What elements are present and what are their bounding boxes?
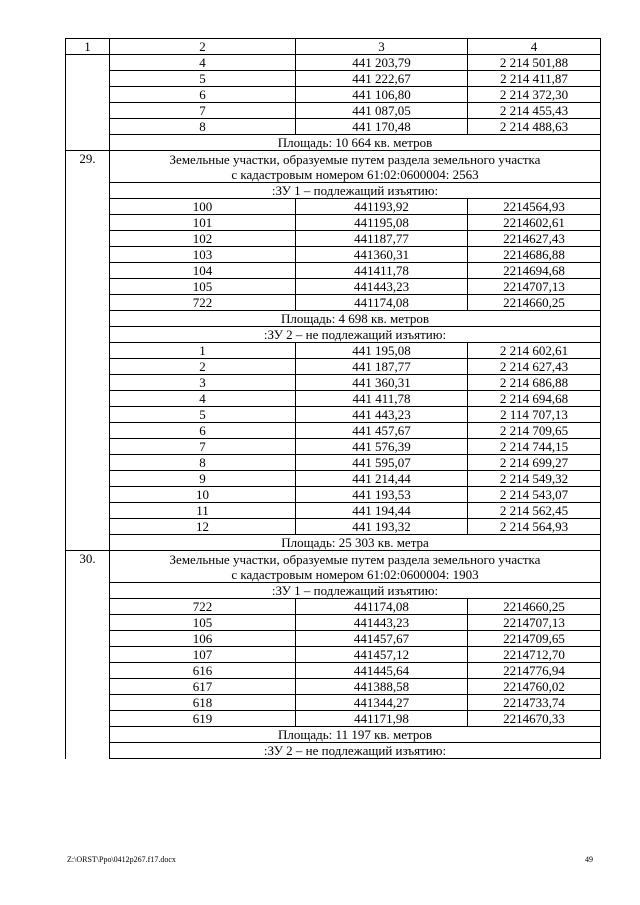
coordinate-x: 441445,64 xyxy=(296,663,468,679)
coordinate-y: 2 214 699,27 xyxy=(468,455,601,471)
point-number: 618 xyxy=(110,695,296,711)
header-cell-3: 3 xyxy=(296,39,468,55)
area-total: Площадь: 11 197 кв. метров xyxy=(110,727,601,743)
coordinate-y: 2 214 709,65 xyxy=(468,423,601,439)
table-row xyxy=(66,439,601,455)
coordinate-y: 2214627,43 xyxy=(468,231,601,247)
coordinate-y: 2 214 372,30 xyxy=(468,87,601,103)
coordinate-y: 2214707,13 xyxy=(468,279,601,295)
table-row xyxy=(66,695,601,711)
plot-label: :ЗУ 2 – не подлежащий изъятию: xyxy=(110,743,601,759)
table-row xyxy=(66,247,601,263)
point-number: 722 xyxy=(110,295,296,311)
table-row xyxy=(66,215,601,231)
coordinate-y: 2 214 564,93 xyxy=(468,519,601,535)
section-title-line: Земельные участки, образуемые путем раздела земельного участка xyxy=(169,551,541,567)
table-row xyxy=(66,375,601,391)
section-title-line: с кадастровым номером 61:02:0600004: 2563 xyxy=(231,166,479,182)
coordinate-y: 2 214 686,88 xyxy=(468,375,601,391)
point-number: 107 xyxy=(110,647,296,663)
coordinate-x: 441457,67 xyxy=(296,631,468,647)
coordinate-y: 2 214 562,45 xyxy=(468,503,601,519)
area-total-row xyxy=(66,535,601,551)
section-title-row xyxy=(66,551,601,583)
point-number: 9 xyxy=(110,471,296,487)
table-row xyxy=(66,279,601,295)
point-number: 5 xyxy=(110,71,296,87)
coordinate-y: 2214670,33 xyxy=(468,711,601,727)
area-total: Площадь: 4 698 кв. метров xyxy=(110,311,601,327)
table-row xyxy=(66,631,601,647)
table-row xyxy=(66,679,601,695)
table-row xyxy=(66,455,601,471)
coordinate-x: 441344,27 xyxy=(296,695,468,711)
table-row xyxy=(66,87,601,103)
coordinate-x: 441174,08 xyxy=(296,599,468,615)
plot-label: :ЗУ 1 – подлежащий изъятию: xyxy=(110,583,601,599)
coordinate-x: 441 193,32 xyxy=(296,519,468,535)
coordinate-x: 441 360,31 xyxy=(296,375,468,391)
coordinate-x: 441195,08 xyxy=(296,215,468,231)
coordinate-x: 441 106,80 xyxy=(296,87,468,103)
coordinates-table xyxy=(65,38,601,759)
coordinate-y: 2214564,93 xyxy=(468,199,601,215)
coordinate-y: 2 214 543,07 xyxy=(468,487,601,503)
section-title xyxy=(110,551,601,583)
coordinate-y: 2214694,68 xyxy=(468,263,601,279)
coordinate-y: 2214660,25 xyxy=(468,599,601,615)
coordinate-y: 2214733,74 xyxy=(468,695,601,711)
point-number: 619 xyxy=(110,711,296,727)
table-row xyxy=(66,231,601,247)
point-number: 7 xyxy=(110,439,296,455)
section-title-line: Земельные участки, образуемые путем раздела земельного участка xyxy=(169,151,541,167)
coordinate-y: 2 214 627,43 xyxy=(468,359,601,375)
coordinate-y: 2 214 744,15 xyxy=(468,439,601,455)
coordinate-x: 441 195,08 xyxy=(296,343,468,359)
coordinate-x: 441 203,79 xyxy=(296,55,468,71)
area-total: Площадь: 10 664 кв. метров xyxy=(110,135,601,151)
point-number: 5 xyxy=(110,407,296,423)
plot-label: :ЗУ 1 – подлежащий изъятию: xyxy=(110,183,601,199)
point-number: 4 xyxy=(110,55,296,71)
table-row xyxy=(66,407,601,423)
coordinate-y: 2 214 549,32 xyxy=(468,471,601,487)
table-row xyxy=(66,615,601,631)
area-total-row xyxy=(66,727,601,743)
point-number: 6 xyxy=(110,87,296,103)
section-number: 29. xyxy=(66,151,110,551)
point-number: 722 xyxy=(110,599,296,615)
table-row xyxy=(66,391,601,407)
page-number: 49 xyxy=(585,855,593,864)
plot-label-row xyxy=(66,583,601,599)
table-row xyxy=(66,343,601,359)
table-row xyxy=(66,519,601,535)
coordinate-x: 441 187,77 xyxy=(296,359,468,375)
point-number: 100 xyxy=(110,199,296,215)
plot-label-row xyxy=(66,183,601,199)
coordinate-x: 441 222,67 xyxy=(296,71,468,87)
coordinate-x: 441 170,48 xyxy=(296,119,468,135)
point-number: 105 xyxy=(110,615,296,631)
coordinate-x: 441443,23 xyxy=(296,279,468,295)
section-title-row xyxy=(66,151,601,183)
coordinate-x: 441 443,23 xyxy=(296,407,468,423)
point-number: 8 xyxy=(110,119,296,135)
header-row xyxy=(66,39,601,55)
coordinate-x: 441457,12 xyxy=(296,647,468,663)
coordinate-y: 2214660,25 xyxy=(468,295,601,311)
coordinate-x: 441193,92 xyxy=(296,199,468,215)
coordinate-y: 2 114 707,13 xyxy=(468,407,601,423)
table-row xyxy=(66,199,601,215)
table-row xyxy=(66,663,601,679)
coordinate-x: 441171,98 xyxy=(296,711,468,727)
section-number-blank xyxy=(66,55,110,151)
coordinate-y: 2 214 455,43 xyxy=(468,103,601,119)
coordinate-x: 441 576,39 xyxy=(296,439,468,455)
table-row xyxy=(66,359,601,375)
coordinate-x: 441360,31 xyxy=(296,247,468,263)
point-number: 102 xyxy=(110,231,296,247)
coordinate-x: 441 214,44 xyxy=(296,471,468,487)
header-cell-1: 1 xyxy=(66,39,110,55)
area-total-row xyxy=(66,135,601,151)
table-row xyxy=(66,295,601,311)
table-row xyxy=(66,119,601,135)
coordinate-y: 2 214 602,61 xyxy=(468,343,601,359)
point-number: 8 xyxy=(110,455,296,471)
footer-file-path: Z:\ORST\Ppo\0412p267.f17.docx xyxy=(67,855,176,864)
table-body xyxy=(66,39,601,759)
point-number: 4 xyxy=(110,391,296,407)
section-number: 30. xyxy=(66,551,110,759)
coordinate-x: 441 457,67 xyxy=(296,423,468,439)
table-row xyxy=(66,103,601,119)
plot-label-row xyxy=(66,327,601,343)
point-number: 1 xyxy=(110,343,296,359)
coordinate-x: 441411,78 xyxy=(296,263,468,279)
header-cell-4: 4 xyxy=(468,39,601,55)
point-number: 616 xyxy=(110,663,296,679)
coordinate-y: 2214776,94 xyxy=(468,663,601,679)
point-number: 104 xyxy=(110,263,296,279)
table-row xyxy=(66,71,601,87)
coordinate-y: 2 214 411,87 xyxy=(468,71,601,87)
plot-label: :ЗУ 2 – не подлежащий изъятию: xyxy=(110,327,601,343)
table-row xyxy=(66,647,601,663)
coordinate-x: 441 087,05 xyxy=(296,103,468,119)
coordinate-x: 441187,77 xyxy=(296,231,468,247)
coordinate-y: 2214709,65 xyxy=(468,631,601,647)
coordinate-x: 441443,23 xyxy=(296,615,468,631)
point-number: 103 xyxy=(110,247,296,263)
section-title-line: с кадастровым номером 61:02:0600004: 1903 xyxy=(231,566,479,582)
table-row xyxy=(66,487,601,503)
table-row xyxy=(66,711,601,727)
point-number: 7 xyxy=(110,103,296,119)
coordinate-x: 441 193,53 xyxy=(296,487,468,503)
coordinate-y: 2 214 501,88 xyxy=(468,55,601,71)
coordinate-y: 2214602,61 xyxy=(468,215,601,231)
coordinate-x: 441 411,78 xyxy=(296,391,468,407)
point-number: 617 xyxy=(110,679,296,695)
area-total-row xyxy=(66,311,601,327)
table-row xyxy=(66,55,601,71)
point-number: 10 xyxy=(110,487,296,503)
section-title xyxy=(110,151,601,183)
point-number: 101 xyxy=(110,215,296,231)
coordinate-x: 441174,08 xyxy=(296,295,468,311)
table-row xyxy=(66,471,601,487)
coordinate-y: 2214712,70 xyxy=(468,647,601,663)
coordinate-y: 2214707,13 xyxy=(468,615,601,631)
coordinate-y: 2 214 694,68 xyxy=(468,391,601,407)
point-number: 106 xyxy=(110,631,296,647)
point-number: 6 xyxy=(110,423,296,439)
point-number: 11 xyxy=(110,503,296,519)
coordinate-y: 2214686,88 xyxy=(468,247,601,263)
coordinate-x: 441 194,44 xyxy=(296,503,468,519)
table-row xyxy=(66,423,601,439)
table-row xyxy=(66,263,601,279)
point-number: 12 xyxy=(110,519,296,535)
header-cell-2: 2 xyxy=(110,39,296,55)
coordinate-y: 2214760,02 xyxy=(468,679,601,695)
table-row xyxy=(66,503,601,519)
coordinate-x: 441 595,07 xyxy=(296,455,468,471)
plot-label-row xyxy=(66,743,601,759)
area-total: Площадь: 25 303 кв. метра xyxy=(110,535,601,551)
table-row xyxy=(66,599,601,615)
point-number: 105 xyxy=(110,279,296,295)
point-number: 2 xyxy=(110,359,296,375)
coordinate-x: 441388,58 xyxy=(296,679,468,695)
point-number: 3 xyxy=(110,375,296,391)
coordinate-y: 2 214 488,63 xyxy=(468,119,601,135)
